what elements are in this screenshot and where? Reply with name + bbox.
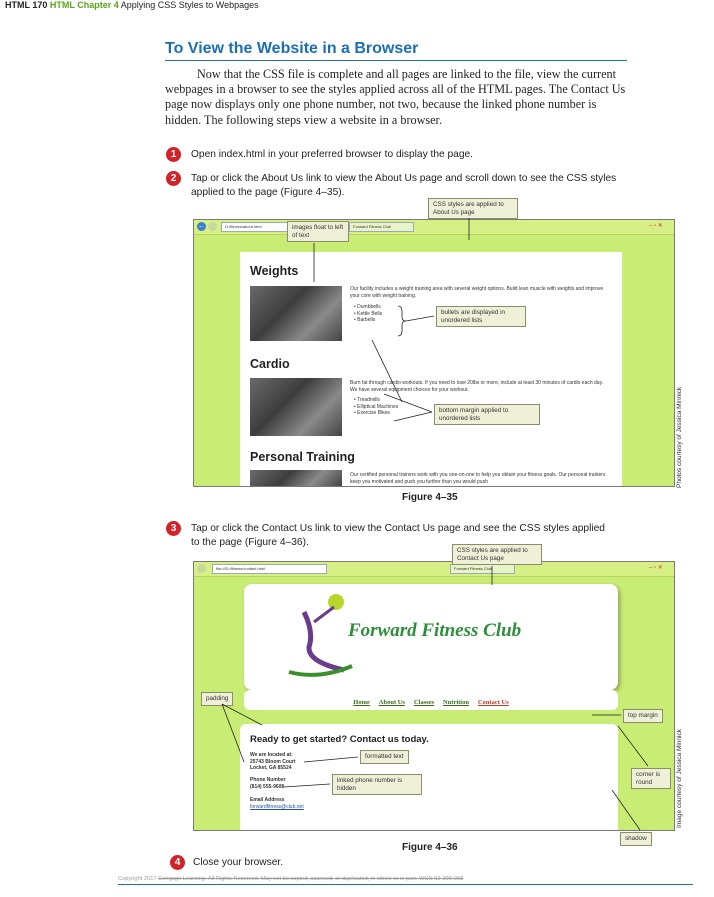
step-4-badge: 4 xyxy=(170,855,185,870)
figure-36-credit: Image courtesy of Jessica Minnick xyxy=(676,729,683,828)
figure-36-caption: Figure 4–36 xyxy=(402,842,458,853)
list-item: • Barbells xyxy=(354,317,376,323)
copyright-text: Copyright 2017 xyxy=(118,876,159,882)
address-bar[interactable]: D:\fitness\about.html xyxy=(221,222,296,232)
step-3-text: Tap or click the Contact Us link to view the Contact Us page and see the CSS styles applied to the page (Figure 4–36). xyxy=(191,523,605,548)
browser-tab[interactable]: Forward Fitness Club xyxy=(349,222,414,232)
step-1-text: Open index.html in your preferred browser to display the page. xyxy=(191,149,474,160)
figure-35-credit: Photos courtesy of Jessica Minnick xyxy=(676,386,683,488)
section-title: To View the Website in a Browser xyxy=(165,40,419,57)
callout-linked-phone: linked phone number is hidden xyxy=(332,774,422,795)
bottom-rule xyxy=(118,884,693,885)
chapter-subtitle: Applying CSS Styles to Webpages xyxy=(120,0,259,10)
step-3-badge: 3 xyxy=(166,521,181,536)
list-item: • Exercise Bikes xyxy=(354,410,390,416)
phone-number: (814) 555-9608 xyxy=(250,783,285,790)
callout-formatted-text: formatted text xyxy=(360,750,409,764)
browser-tab[interactable]: Forward Fitness Club xyxy=(450,564,515,574)
nav-nutrition[interactable]: Nutrition xyxy=(442,699,469,706)
callout-images-float: images float to left of text xyxy=(287,221,349,242)
nav-home[interactable]: Home xyxy=(353,699,370,706)
nav-classes[interactable]: Classes xyxy=(413,699,435,706)
page-number: HTML 170 xyxy=(5,0,48,10)
heading-weights: Weights xyxy=(250,264,299,278)
list-item: • Dumbbells xyxy=(354,304,381,310)
step-4-text: Close your browser. xyxy=(193,857,284,868)
heading-cardio: Cardio xyxy=(250,357,290,371)
cardio-text: Burn fat through cardio workouts. If you need to lose 20lbs or more, include at least 30 minutes of cardio each day. We have several equipment choices for your workout. xyxy=(350,380,604,393)
step-2-text: Tap or click the About Us link to view the About Us page and scroll down to see the CSS styles applied to the page (Figure 4–35). xyxy=(191,173,617,198)
email-label: Email Address xyxy=(250,797,285,803)
callout-bottom-margin: bottom margin applied to unordered lists xyxy=(434,404,540,425)
list-item: • Kettle Bells xyxy=(354,310,383,317)
heading-personal-training: Personal Training xyxy=(250,450,355,464)
email-link[interactable]: forwardfitness@club.net xyxy=(250,803,304,810)
window-controls-icon[interactable]: – ▫ ✕ xyxy=(649,565,663,571)
callout-corner-round: corner is round xyxy=(631,768,671,789)
list-item: • Elliptical Machines xyxy=(354,403,399,410)
nav-contact[interactable]: Contact Us xyxy=(477,699,509,706)
address-line: Locket, GA 85524 xyxy=(250,765,292,771)
step-2-badge: 2 xyxy=(166,171,181,186)
location-label: We are located at: xyxy=(250,752,293,758)
callout-css-contact: CSS styles are applied to Contact Us page xyxy=(452,544,542,565)
callout-shadow: shadow xyxy=(620,832,652,846)
chapter-label: HTML Chapter 4 xyxy=(49,0,119,10)
weights-text: Our facility includes a weight training area with several weight options. Build lean muscle with weights and improve your core with weight training. xyxy=(350,286,604,299)
step-1-badge: 1 xyxy=(166,147,181,162)
copyright-struck-text: Cengage Learning. All Rights Reserved. May not be copied, scanned, or duplicated, in whole or in part. WCN 02-200-203 xyxy=(158,876,464,882)
figure-35-caption: Figure 4–35 xyxy=(402,492,458,503)
list-item: • Treadmills xyxy=(354,397,380,403)
window-controls-icon[interactable]: – ▫ ✕ xyxy=(649,223,663,229)
contact-heading: Ready to get started? Contact us today. xyxy=(250,734,429,745)
callout-css-about: CSS styles are applied to About Us page xyxy=(428,198,518,219)
nav-about[interactable]: About Us xyxy=(378,699,405,706)
callout-bullets: bullets are displayed in unordered lists xyxy=(436,306,526,327)
logo-text: Forward Fitness Club xyxy=(348,620,522,641)
intro-paragraph: Now that the CSS file is complete and all pages are linked to the file, view the current webpages in a browser to see the styles applied across all of the HTML pages. The Contact Us page now displays only one phone number, not two, because the linked phone number is hidden. The following steps view a website in a browser. xyxy=(165,67,626,127)
back-button-icon[interactable]: ← xyxy=(198,223,205,230)
callout-padding: padding xyxy=(201,692,233,706)
address-line: 25743 Bloom Court xyxy=(250,758,296,765)
address-bar[interactable]: file:///D:/fitness/contact.html xyxy=(212,564,327,574)
copyright-line xyxy=(118,876,463,882)
training-text: Our certified personal trainers work with you one-on-one to help you obtain your fitness goals. Our personal trainers keep you motivated and push you further than you would push xyxy=(350,472,606,485)
callout-top-margin: top margin xyxy=(623,709,663,723)
phone-label: Phone Number xyxy=(250,777,286,783)
